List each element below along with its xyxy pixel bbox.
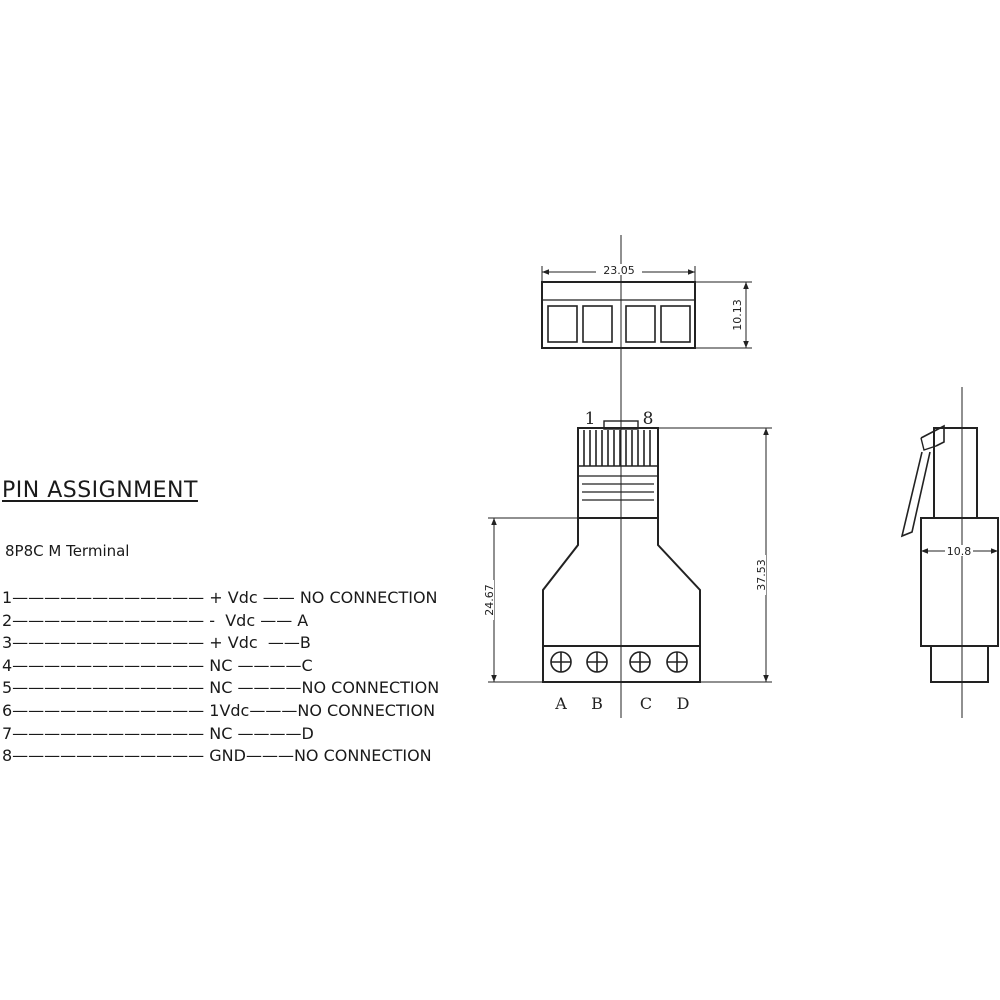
dim-width-top-label: 23.05 bbox=[603, 264, 635, 277]
screw-icon bbox=[551, 652, 571, 672]
pin-assignment-title: PIN ASSIGNMENT bbox=[2, 478, 198, 503]
screw-terminals bbox=[551, 652, 687, 672]
pin-row-3: 3———————————— + Vdc ——B bbox=[2, 633, 311, 653]
pin-marker-first: 1 bbox=[584, 409, 596, 429]
pin-row-5: 5———————————— NC ————NO CONNECTION bbox=[2, 678, 440, 698]
terminal-label-d: D bbox=[676, 694, 690, 713]
screw-icon bbox=[630, 652, 650, 672]
pin-row-6: 6———————————— 1Vdc———NO CONNECTION bbox=[2, 700, 436, 720]
pin-row-8: 8———————————— GND———NO CONNECTION bbox=[2, 746, 432, 766]
pin-row-7: 7———————————— NC ————D bbox=[2, 723, 314, 743]
top-view-terminal-block bbox=[542, 282, 695, 348]
plug-contacts bbox=[584, 430, 650, 466]
dim-body-height-label: 24.67 bbox=[483, 584, 496, 616]
terminal-label-b: B bbox=[591, 694, 603, 713]
terminal-label-a: A bbox=[555, 694, 567, 713]
screw-icon bbox=[587, 652, 607, 672]
dim-total-height-label: 37.53 bbox=[755, 559, 768, 591]
pin-row-2: 2———————————— - Vdc —— A bbox=[2, 610, 309, 630]
terminal-subtitle: 8P8C M Terminal bbox=[5, 542, 130, 560]
terminal-label-c: C bbox=[639, 694, 653, 713]
pin-row-1: 1———————————— + Vdc —— NO CONNECTION bbox=[2, 588, 438, 607]
pin-row-4: 4———————————— NC ————C bbox=[2, 655, 313, 675]
dim-side-width-label: 10.8 bbox=[946, 545, 972, 558]
dim-height-top-label: 10.13 bbox=[731, 299, 744, 331]
pin-marker-last: 8 bbox=[642, 409, 654, 429]
dim-body-height bbox=[488, 518, 578, 682]
dim-total-height bbox=[658, 428, 772, 682]
screw-icon bbox=[667, 652, 687, 672]
